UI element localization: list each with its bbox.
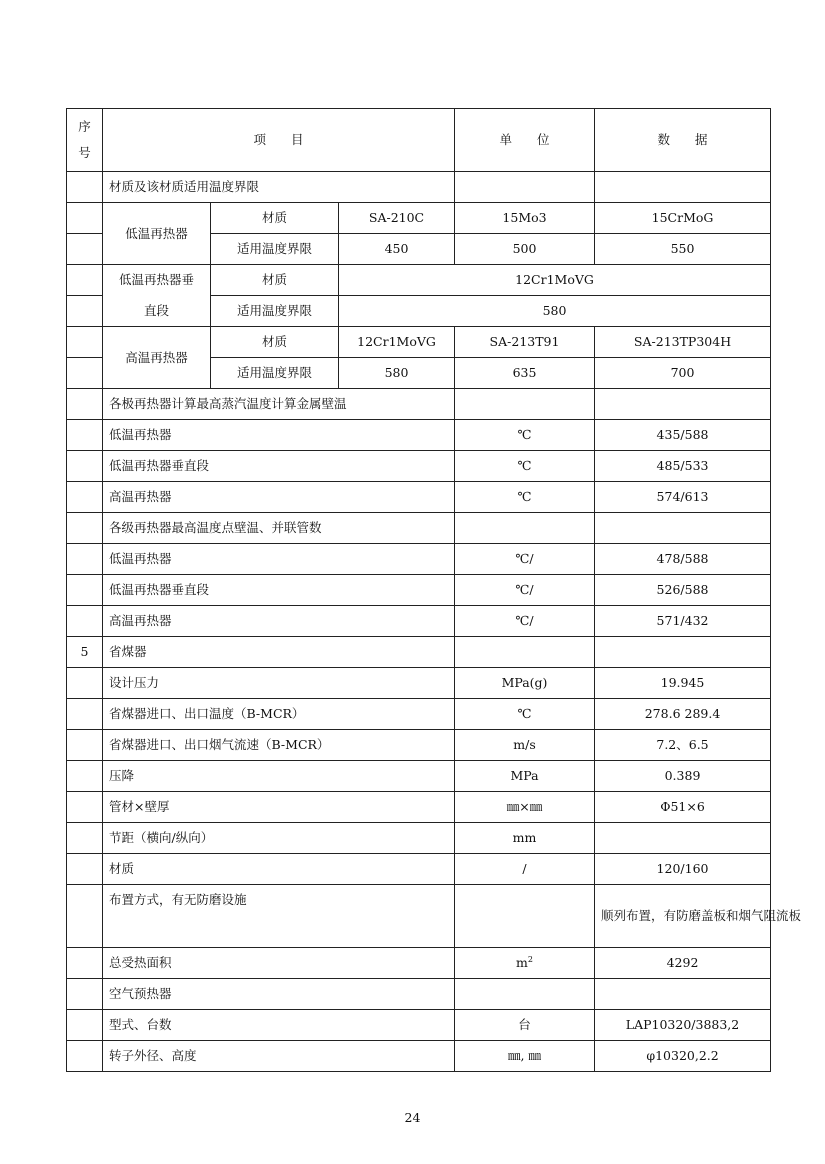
table-row [67, 761, 771, 792]
row-unit: ㎜×㎜ [455, 792, 595, 823]
temp-label: 适用温度界限 [211, 296, 339, 327]
row-value: 顺列布置，有防磨盖板和烟气阻流板 [595, 885, 771, 948]
row-value [595, 637, 771, 668]
row-value: 0.389 [595, 761, 771, 792]
row-unit [455, 979, 595, 1010]
row-value: LAP10320/3883,2 [595, 1010, 771, 1041]
header-data: 数 据 [595, 109, 771, 172]
row-item: 省煤器 [103, 637, 455, 668]
row-unit: ℃ [455, 482, 595, 513]
row-unit: ℃/ [455, 575, 595, 606]
table-row [67, 668, 771, 699]
row-unit [455, 513, 595, 544]
row-number [67, 606, 103, 637]
table-cell: SA-210C [339, 203, 455, 234]
row-item: 设计压力 [103, 668, 455, 699]
table-row [67, 1010, 771, 1041]
table-cell: 12Cr1MoVG [339, 265, 771, 296]
row-number: 5 [67, 637, 103, 668]
table-row [67, 172, 771, 203]
table-row [67, 1041, 771, 1072]
spec-table [66, 108, 802, 1072]
row-number [67, 979, 103, 1010]
row-value: 478/588 [595, 544, 771, 575]
row-number [67, 699, 103, 730]
row-item: 总受热面积 [103, 948, 455, 979]
row-value: 7.2、6.5 [595, 730, 771, 761]
table-row [67, 203, 771, 234]
row-number [67, 792, 103, 823]
table-cell: 15Mo3 [455, 203, 595, 234]
row-item: 各极再热器计算最高蒸汽温度计算金属壁温 [103, 389, 455, 420]
row-number [67, 761, 103, 792]
table-row [67, 854, 771, 885]
row-number [67, 544, 103, 575]
table-row [67, 575, 771, 606]
table-row [67, 979, 771, 1010]
row-value: Φ51×6 [595, 792, 771, 823]
row-item: 各级再热器最高温度点壁温、并联管数 [103, 513, 455, 544]
header-seq: 序 号 [67, 109, 103, 172]
row-item: 布置方式，有无防磨设施 [103, 885, 455, 948]
table-row [67, 730, 771, 761]
table-row [67, 265, 771, 296]
temp-label: 适用温度界限 [211, 358, 339, 389]
row-item: 型式、台数 [103, 1010, 455, 1041]
row-value: 435/588 [595, 420, 771, 451]
table-row [67, 482, 771, 513]
row-value: 19.945 [595, 668, 771, 699]
table-cell: 12Cr1MoVG [339, 327, 455, 358]
material-label: 材质 [211, 265, 339, 296]
row-unit: m/s [455, 730, 595, 761]
table-cell: 635 [455, 358, 595, 389]
table-cell: 500 [455, 234, 595, 265]
table-row [67, 948, 771, 979]
table-cell: SA-213T91 [455, 327, 595, 358]
page-number: 24 [404, 1110, 421, 1125]
table-row [67, 544, 771, 575]
row-number [67, 420, 103, 451]
row-unit: MPa [455, 761, 595, 792]
table-header [67, 109, 771, 172]
lt-vertical-name-cont: 直段 [103, 296, 211, 327]
row-item: 节距（横向/纵向） [103, 823, 455, 854]
row-item: 高温再热器 [103, 482, 455, 513]
row-value: 574/613 [595, 482, 771, 513]
row-unit: 台 [455, 1010, 595, 1041]
header-unit: 单 位 [455, 109, 595, 172]
row-unit: ℃ [455, 451, 595, 482]
row-unit: ℃ [455, 420, 595, 451]
row-value: φ10320,2.2 [595, 1041, 771, 1072]
table-row [67, 420, 771, 451]
row-value [595, 389, 771, 420]
row-item: 低温再热器垂直段 [103, 575, 455, 606]
temp-label: 适用温度界限 [211, 234, 339, 265]
row-item: 空气预热器 [103, 979, 455, 1010]
lt-vertical-name: 低温再热器垂 [103, 265, 211, 296]
row-item: 省煤器进口、出口烟气流速（B-MCR） [103, 730, 455, 761]
row-item: 省煤器进口、出口温度（B-MCR） [103, 699, 455, 730]
row-number [67, 668, 103, 699]
table-row [67, 389, 771, 420]
row-value: 4292 [595, 948, 771, 979]
table-cell: SA-213TP304H [595, 327, 771, 358]
row-unit: ℃/ [455, 606, 595, 637]
row-number [67, 823, 103, 854]
row-number [67, 451, 103, 482]
row-item: 转子外径、高度 [103, 1041, 455, 1072]
table-row [67, 451, 771, 482]
row-item: 材质 [103, 854, 455, 885]
row-unit: MPa(g) [455, 668, 595, 699]
row-unit: / [455, 854, 595, 885]
row-number [67, 730, 103, 761]
row-item: 低温再热器 [103, 544, 455, 575]
row-value: 278.6 289.4 [595, 699, 771, 730]
table-row [67, 637, 771, 668]
row-value: 526/588 [595, 575, 771, 606]
row-item: 压降 [103, 761, 455, 792]
table-cell: 550 [595, 234, 771, 265]
material-label: 材质 [211, 203, 339, 234]
row-item: 高温再热器 [103, 606, 455, 637]
table-cell: 450 [339, 234, 455, 265]
table-row [67, 885, 771, 948]
table-row [67, 823, 771, 854]
row-item: 低温再热器垂直段 [103, 451, 455, 482]
row-number [67, 1041, 103, 1072]
row-number [67, 575, 103, 606]
row-unit: ℃ [455, 699, 595, 730]
row-number [67, 482, 103, 513]
row-unit: $m^2$ [455, 948, 595, 979]
section-title: 材质及该材质适用温度界限 [103, 172, 455, 203]
row-item: 管材×壁厚 [103, 792, 455, 823]
table-cell: 15CrMoG [595, 203, 771, 234]
row-unit [455, 637, 595, 668]
ht-reheater-name: 高温再热器 [103, 327, 211, 389]
lt-reheater-name: 低温再热器 [103, 203, 211, 265]
row-unit [455, 389, 595, 420]
row-value: 571/432 [595, 606, 771, 637]
table-row [67, 606, 771, 637]
row-unit: ㎜, ㎜ [455, 1041, 595, 1072]
table-cell: 580 [339, 296, 771, 327]
table-cell: 700 [595, 358, 771, 389]
row-value [595, 513, 771, 544]
row-value: 485/533 [595, 451, 771, 482]
table-row [67, 792, 771, 823]
row-value [595, 823, 771, 854]
header-item: 项 目 [103, 109, 455, 172]
row-item: 低温再热器 [103, 420, 455, 451]
row-number [67, 854, 103, 885]
table-row [67, 327, 771, 358]
table-row [67, 296, 771, 327]
row-value [595, 979, 771, 1010]
row-value: 120/160 [595, 854, 771, 885]
table-row [67, 699, 771, 730]
table-row [67, 513, 771, 544]
table-cell: 580 [339, 358, 455, 389]
row-number [67, 513, 103, 544]
row-unit: ℃/ [455, 544, 595, 575]
row-number [67, 1010, 103, 1041]
material-label: 材质 [211, 327, 339, 358]
row-unit: mm [455, 823, 595, 854]
row-number [67, 389, 103, 420]
row-unit [455, 885, 595, 948]
